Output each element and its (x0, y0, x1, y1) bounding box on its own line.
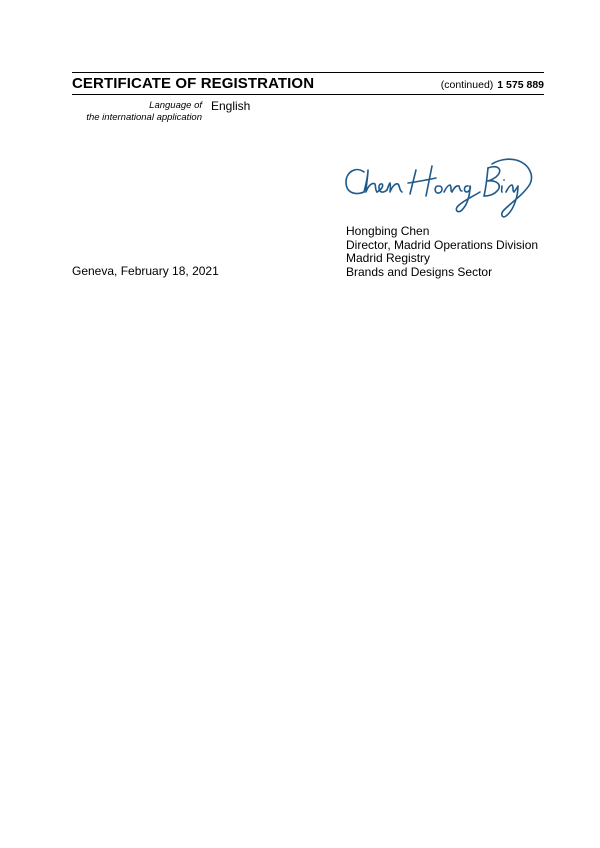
place-and-date: Geneva, February 18, 2021 (72, 264, 219, 278)
language-label-line2: the international application (86, 112, 202, 123)
handwritten-signature (342, 150, 538, 226)
signatory-department: Madrid Registry (346, 251, 431, 266)
signatory-name: Hongbing Chen (346, 224, 430, 238)
header-top-rule (72, 72, 544, 73)
registration-number: 1 575 889 (497, 79, 544, 91)
language-label (86, 100, 202, 124)
signatory-sector: Brands and Designs Sector (346, 264, 493, 279)
language-label-line1: Language of (149, 100, 202, 111)
language-value: English (211, 99, 251, 113)
signatory-title: Director, Madrid Operations Division (346, 237, 539, 252)
header-bottom-rule (72, 94, 544, 95)
continued-label (441, 79, 544, 91)
continued-text: (continued) (440, 79, 494, 91)
document-title: CERTIFICATE OF REGISTRATION (72, 75, 315, 92)
signatory-block (346, 225, 538, 279)
